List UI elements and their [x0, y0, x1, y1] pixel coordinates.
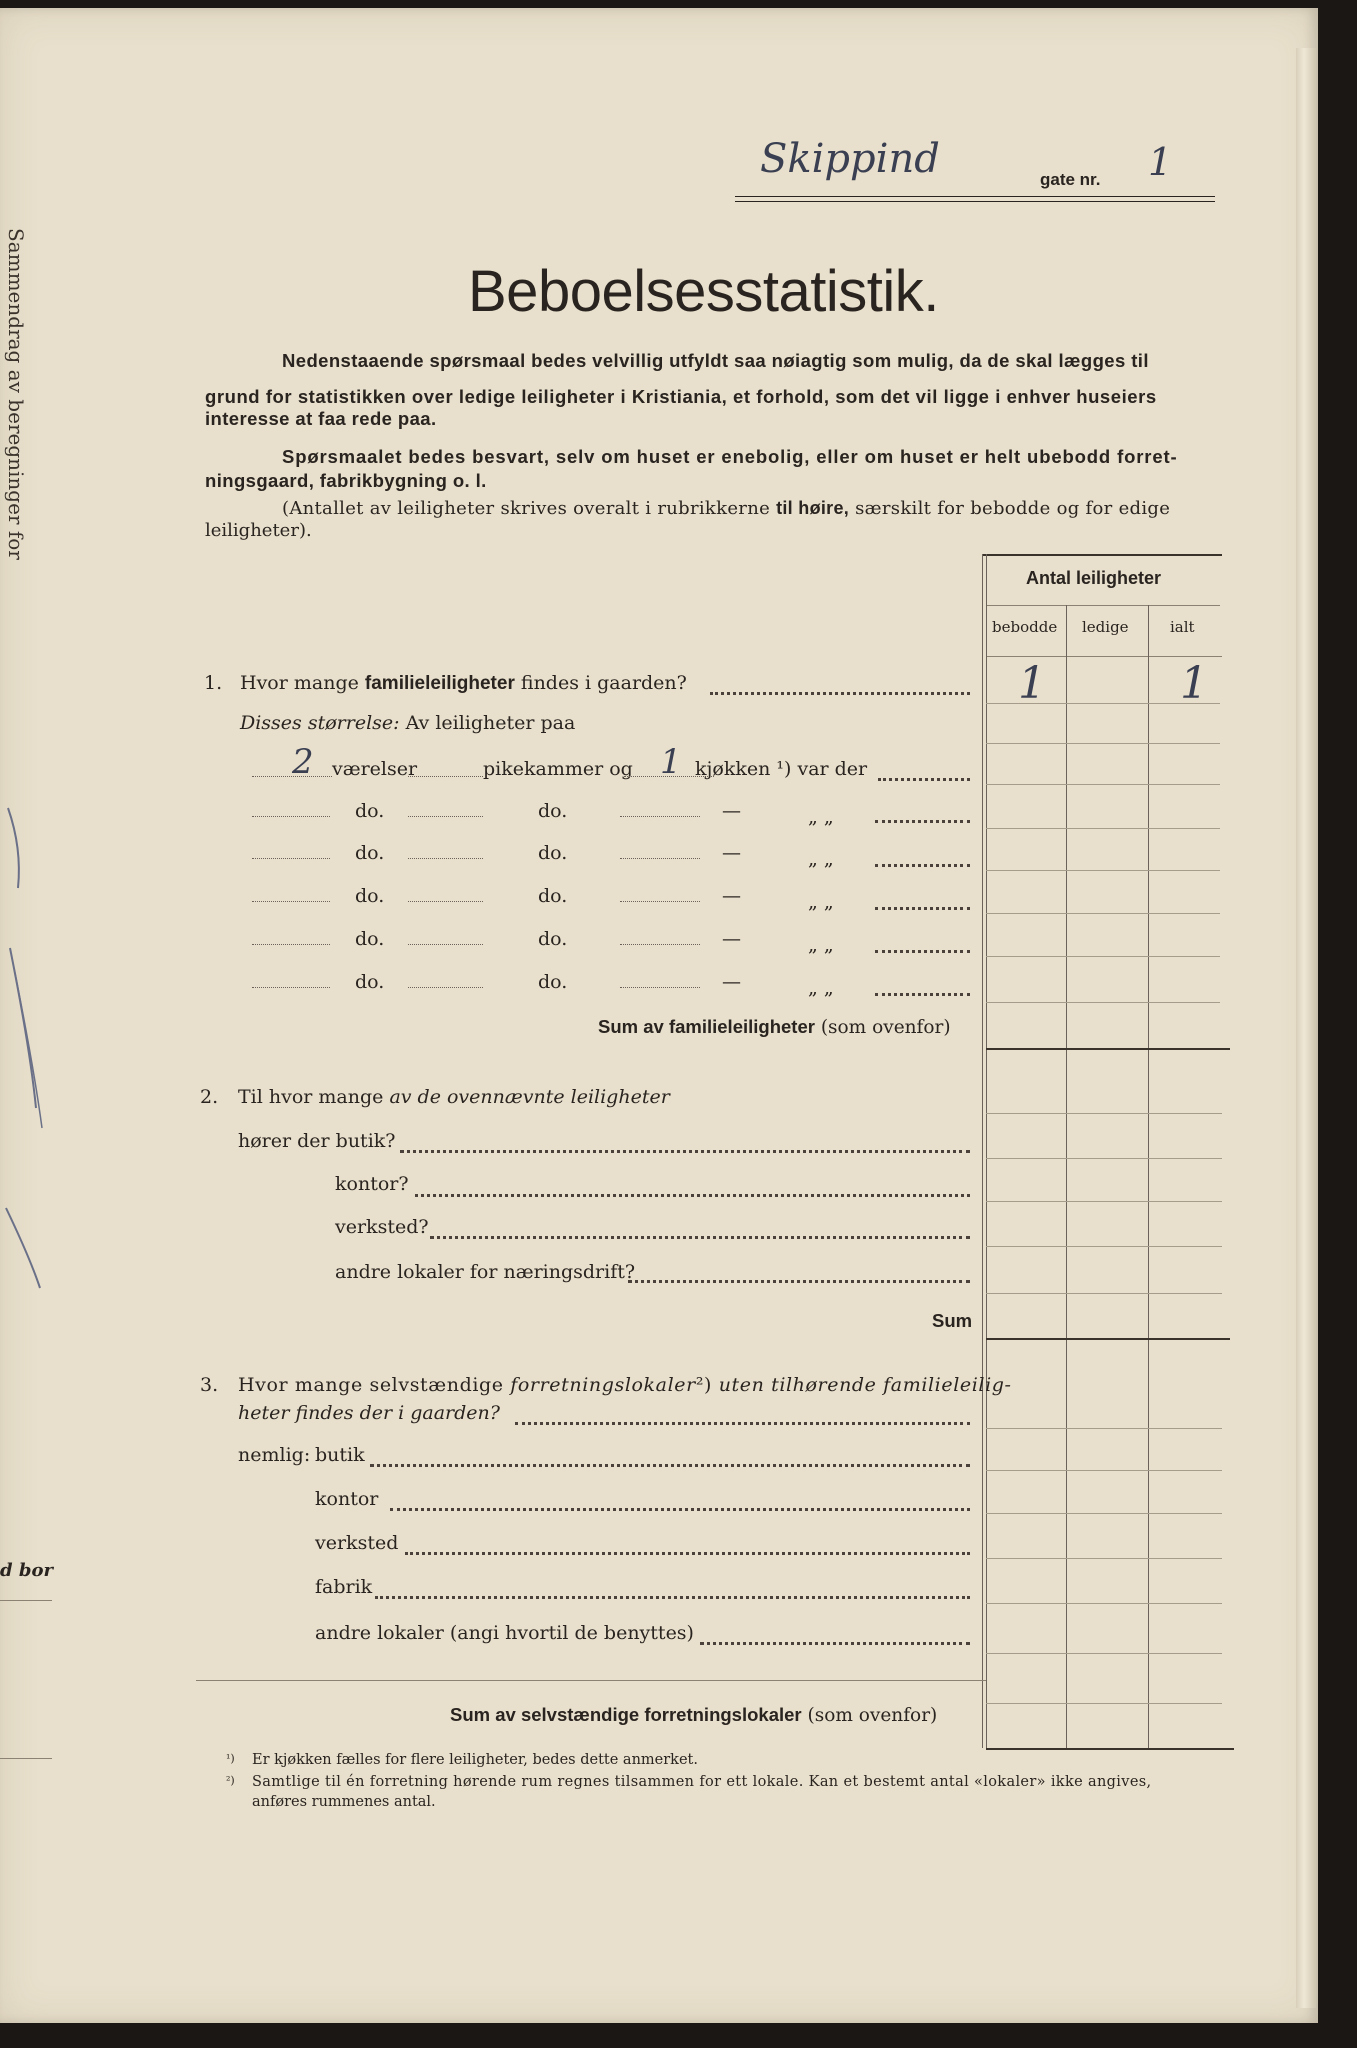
- gate-label: gate nr.: [1040, 170, 1101, 189]
- q2-verksted: verksted?: [335, 1216, 429, 1238]
- q2-andre-leader: [628, 1280, 970, 1283]
- do-line: [408, 901, 483, 902]
- q3-andre-leader: [700, 1642, 970, 1645]
- footnote2-mark: ²): [226, 1774, 235, 1787]
- q3-kontor: kontor: [315, 1488, 379, 1510]
- intro-p3-line1: [282, 498, 1170, 519]
- q2-butik-leader: [400, 1150, 970, 1153]
- sum2-label: Sum: [932, 1310, 973, 1331]
- do-line: [252, 944, 330, 945]
- row-rule: [986, 1558, 1222, 1559]
- sum3-label-a: Sum av selvstændige forretningslokaler: [450, 1704, 802, 1725]
- page-edge-fold: [1296, 48, 1316, 2008]
- row-rule: [986, 828, 1220, 829]
- do-line: [620, 816, 700, 817]
- street-underline: [735, 196, 1215, 197]
- intro-p1-line1: Nedenstaaende spørsmaal bedes velvillig utfyldt saa nøiagtig som mulig, da de skal lægges til: [282, 350, 1149, 371]
- q3-number: 3.: [200, 1374, 219, 1396]
- rooms-label: værelser: [332, 758, 418, 780]
- q1-q-a: Hvor mange: [240, 672, 365, 694]
- dash: —: [722, 842, 741, 864]
- do-label: do.: [538, 800, 568, 822]
- footnote2-line1: Samtlige til én forretning hørende rum regnes tilsammen for ett lokale. Kan et bestemt antal «lokaler» ikke angives,: [252, 1774, 1152, 1790]
- do-label: do.: [355, 885, 385, 907]
- row-rule: [986, 1603, 1222, 1604]
- q3-butik-leader: [370, 1464, 970, 1467]
- do-label: do.: [538, 842, 568, 864]
- col-divider-2: [1148, 605, 1149, 1748]
- dash: —: [722, 971, 741, 993]
- q3-q-d: uten tilhørende familieleilig-: [718, 1374, 1012, 1396]
- ditto: „ „: [808, 891, 834, 913]
- ditto: „ „: [808, 977, 834, 999]
- intro-p2-line1: Spørsmaalet bedes besvart, selv om huset er enebolig, eller om huset er helt ubebodd forret-: [282, 446, 1178, 467]
- q1-number: 1.: [204, 672, 223, 694]
- intro-p2-line2: ningsgaard, fabrikbygning o. l.: [205, 470, 487, 491]
- table-left-rule-2: [986, 554, 987, 1748]
- col-header-ledige: ledige: [1082, 618, 1129, 636]
- do-line: [252, 858, 330, 859]
- margin-pencil-marks: [0, 788, 60, 1308]
- row-rule: [986, 1293, 1222, 1294]
- row-rule: [986, 1246, 1222, 1247]
- pike-line: [408, 776, 483, 777]
- do-line: [408, 944, 483, 945]
- footnote1-mark: ¹): [226, 1752, 235, 1765]
- do-line: [620, 901, 700, 902]
- margin-vertical-text: Sammendrag av beregninger for: [4, 228, 28, 560]
- rooms-count-handwritten[interactable]: 2: [292, 742, 314, 782]
- do-line: [408, 816, 483, 817]
- do-leader: [875, 907, 970, 910]
- do-line: [252, 901, 330, 902]
- row-rule: [986, 1428, 1222, 1429]
- table-header-rule: [986, 605, 1220, 606]
- sum1-rule: [986, 1048, 1230, 1050]
- col-header-rule: [986, 656, 1222, 657]
- sum1-label-b: (som ovenfor): [814, 1017, 951, 1038]
- q2-andre: andre lokaler for næringsdrift?: [335, 1261, 636, 1283]
- do-leader: [875, 864, 970, 867]
- pike-label: pikekammer og: [483, 758, 633, 780]
- do-line: [408, 987, 483, 988]
- intro-p1-line3: interesse at faa rede paa.: [205, 408, 437, 429]
- sum3-rule: [986, 1748, 1234, 1750]
- intro-p3-a: (Antallet av leiligheter skrives overalt i rubrikkerne: [282, 498, 777, 519]
- do-line: [620, 944, 700, 945]
- row-rule: [986, 1653, 1222, 1654]
- do-label: do.: [355, 800, 385, 822]
- margin-fragment: d bor: [0, 1560, 53, 1581]
- dash: —: [722, 800, 741, 822]
- do-line: [252, 987, 330, 988]
- q1-q-c: findes i gaarden?: [514, 672, 687, 694]
- footnote1: Er kjøkken fælles for flere leiligheter, bedes dette anmerket.: [252, 1752, 698, 1768]
- dash: —: [722, 885, 741, 907]
- q3-verksted-leader: [405, 1552, 970, 1555]
- col-header-ialt: ialt: [1170, 618, 1195, 636]
- do-leader: [875, 950, 970, 953]
- sum3-label-b: (som ovenfor): [801, 1705, 938, 1726]
- margin-line: [0, 1600, 52, 1601]
- table-left-rule: [982, 554, 983, 1748]
- house-number-handwritten: 1: [1148, 140, 1173, 184]
- ditto: „ „: [808, 806, 834, 828]
- intro-p1-line2: grund for statistikken over ledige leiligheter i Kristiania, et forhold, som det vil ligge i enhver huseiers: [205, 386, 1157, 407]
- margin-line: [0, 1758, 52, 1759]
- q1-leader: [710, 692, 970, 695]
- rooms-line: [252, 776, 332, 777]
- q3-butik: butik: [315, 1444, 365, 1466]
- ditto: „ „: [808, 848, 834, 870]
- do-label: do.: [538, 971, 568, 993]
- street-name-handwritten: Skippind: [760, 136, 940, 182]
- q3-nemlig: nemlig:: [238, 1444, 311, 1466]
- q3-q-a: Hvor mange selvstændige: [238, 1374, 511, 1396]
- page-title: Beboelsesstatistik.: [468, 259, 939, 324]
- q1-answer-bebodde[interactable]: 1: [1018, 658, 1046, 709]
- q2-kontor: kontor?: [335, 1173, 409, 1195]
- do-label: do.: [538, 885, 568, 907]
- row-rule: [986, 1703, 1222, 1704]
- q2-verksted-leader: [430, 1236, 970, 1239]
- do-label: do.: [355, 971, 385, 993]
- sizes-label: [240, 712, 575, 734]
- q2-kontor-leader: [415, 1194, 970, 1197]
- street-underline-2: [735, 201, 1215, 202]
- do-leader: [875, 993, 970, 996]
- row-rule: [986, 1113, 1222, 1114]
- ditto: „ „: [808, 934, 834, 956]
- table-header-title: Antal leiligheter: [1026, 568, 1162, 588]
- do-line: [252, 816, 330, 817]
- sum1-label: [598, 1016, 951, 1038]
- do-label: do.: [355, 842, 385, 864]
- q3-separator: [196, 1680, 986, 1681]
- dash: —: [722, 928, 741, 950]
- q1-question: [240, 672, 687, 695]
- row-rule: [986, 956, 1220, 957]
- sum1-label-a: Sum av familieleiligheter: [598, 1016, 815, 1037]
- form-paper: [0, 8, 1318, 2023]
- table-top-rule: [982, 554, 1222, 556]
- q2-q-b: av de ovennævnte leiligheter: [389, 1086, 670, 1108]
- intro-p3-d: edige: [1118, 498, 1171, 519]
- row-rule: [986, 784, 1220, 785]
- sum3-label: [450, 1704, 937, 1726]
- do-line: [408, 858, 483, 859]
- do-label: do.: [538, 928, 568, 950]
- sizes-label-a: Disses størrelse:: [240, 712, 400, 734]
- col-divider-1: [1066, 605, 1067, 1748]
- row-rule: [986, 1513, 1222, 1514]
- q2-butik: hører der butik?: [238, 1130, 396, 1152]
- q2-question: [238, 1086, 670, 1108]
- intro-p3-b: til høire,: [776, 498, 850, 518]
- row-rule: [986, 743, 1220, 744]
- sum2-rule: [986, 1338, 1230, 1340]
- row-rule: [986, 1470, 1222, 1471]
- q3-leader: [515, 1422, 970, 1425]
- intro-p3-c: særskilt for bebodde og for: [849, 498, 1119, 519]
- q1-answer-ialt[interactable]: 1: [1180, 658, 1208, 709]
- q1-q-b: familieleiligheter: [364, 673, 515, 694]
- kitchen-label: kjøkken ¹) var der: [695, 758, 868, 780]
- footnote2-line2: anføres rummenes antal.: [252, 1794, 436, 1810]
- row-rule: [986, 913, 1220, 914]
- sizes-label-b: Av leiligheter paa: [399, 712, 576, 734]
- kitchen-count-handwritten[interactable]: 1: [660, 742, 682, 782]
- row-rule: [986, 1201, 1222, 1202]
- q3-q-b: forretningslokaler: [510, 1374, 696, 1396]
- intro-p3-line2: leiligheter).: [205, 520, 312, 541]
- do-line: [620, 858, 700, 859]
- q3-verksted: verksted: [315, 1532, 399, 1554]
- q3-fabrik-leader: [375, 1596, 970, 1599]
- q2-q-a: Til hvor mange: [238, 1086, 390, 1108]
- q3-question-line2: heter findes der i gaarden?: [238, 1402, 500, 1424]
- do-line: [620, 987, 700, 988]
- row-rule: [986, 1158, 1222, 1159]
- q3-q-c: ²): [695, 1374, 719, 1396]
- row1-leader: [878, 778, 970, 781]
- q3-andre: andre lokaler (angi hvortil de benyttes): [315, 1622, 694, 1644]
- row-rule: [986, 1002, 1220, 1003]
- q3-kontor-leader: [390, 1508, 970, 1511]
- q3-question-line1: [238, 1374, 1012, 1396]
- do-leader: [875, 820, 970, 823]
- do-label: do.: [355, 928, 385, 950]
- q3-fabrik: fabrik: [315, 1576, 373, 1598]
- q2-number: 2.: [200, 1086, 219, 1108]
- col-header-bebodde: bebodde: [992, 618, 1058, 636]
- row-rule: [986, 870, 1220, 871]
